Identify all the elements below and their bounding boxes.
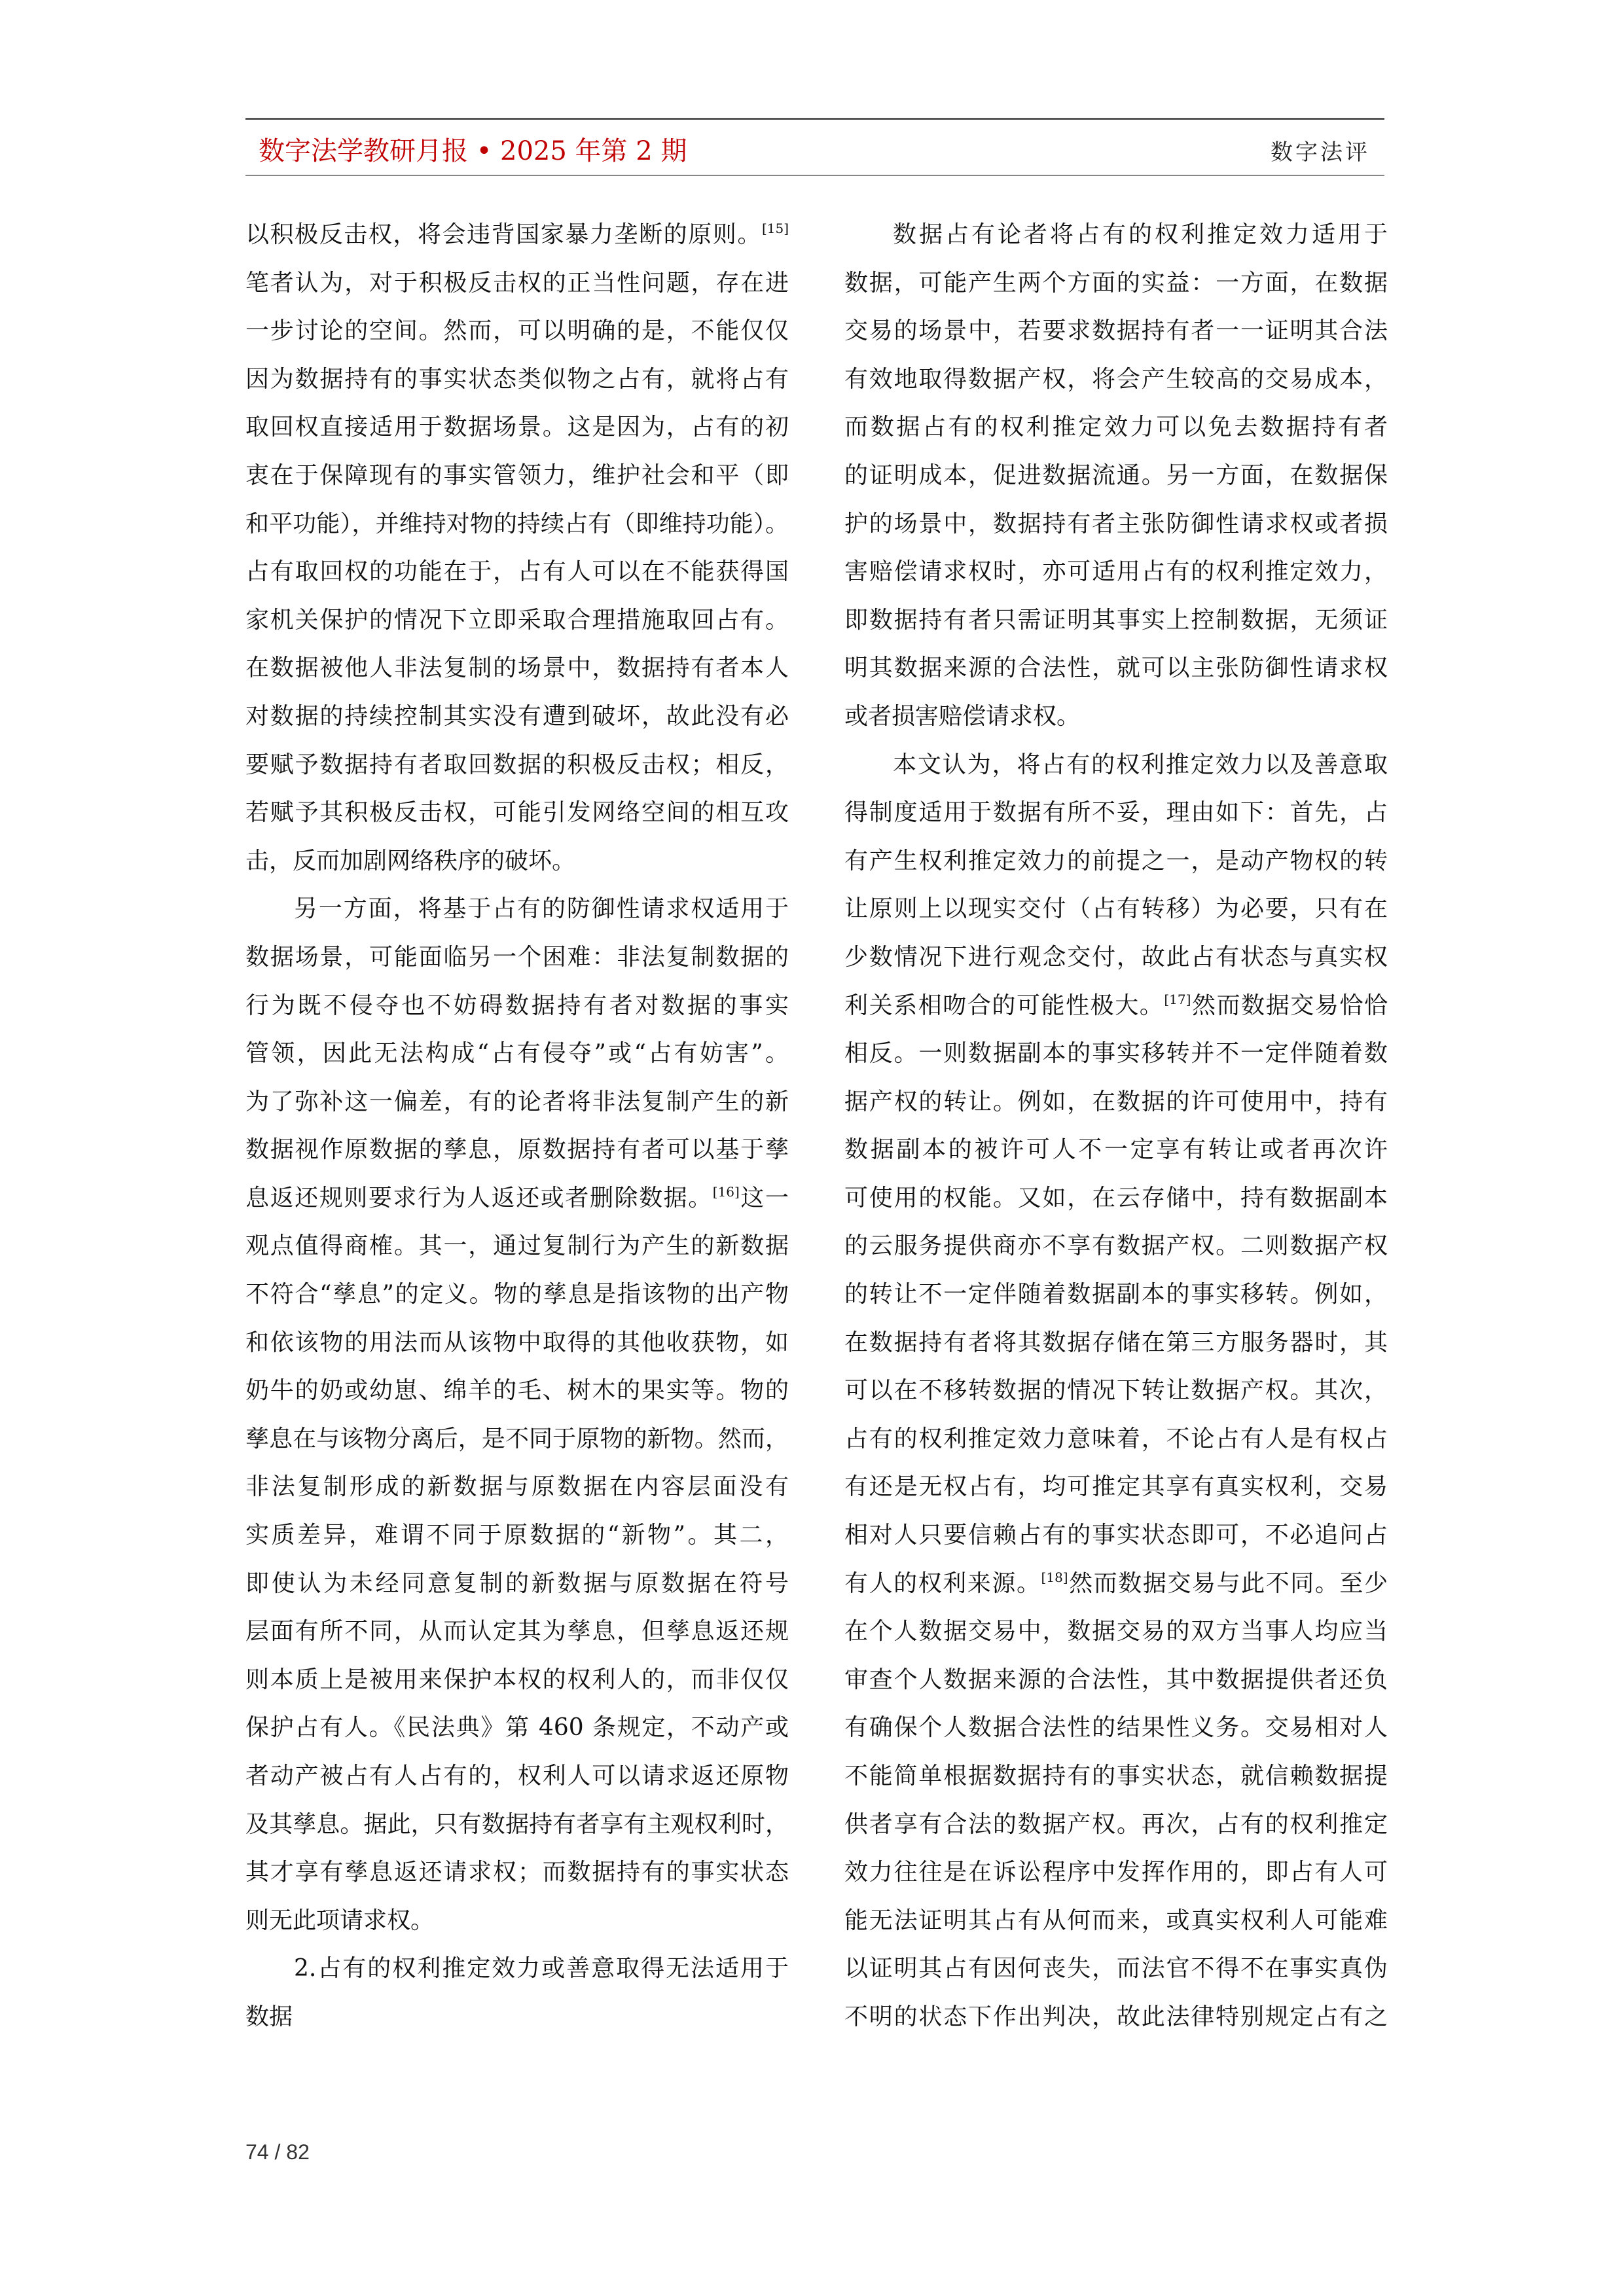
text-line xyxy=(844,548,1388,596)
text-line xyxy=(245,307,789,355)
line-text: 能无法证明其占有从何而来，或真实权利人可能难 xyxy=(844,1907,1388,1934)
line-text: 占有取回权的功能在于，占有人可以在不能获得国 xyxy=(245,558,789,586)
left-column xyxy=(245,211,789,2041)
text-line xyxy=(245,1174,789,1223)
text-line xyxy=(844,307,1388,355)
text-line xyxy=(245,1463,789,1511)
line-text: 一步讨论的空间。然而，可以明确的是，不能仅仅 xyxy=(245,317,789,345)
line-text: 则无此项请求权。 xyxy=(245,1907,435,1934)
line-text: 数据视作原数据的孳息，原数据持有者可以基于孳 xyxy=(245,1136,789,1164)
text-line xyxy=(844,741,1388,789)
line-text: 有人的权利来源。 xyxy=(844,1570,1041,1597)
text-line xyxy=(844,1319,1388,1367)
right-column xyxy=(844,211,1388,2041)
line-text: 数据场景，可能面临另一个困难：非法复制数据的 xyxy=(245,943,789,971)
text-line xyxy=(245,1848,789,1897)
line-text: 让原则上以现实交付（占有转移）为必要，只有在 xyxy=(844,895,1388,923)
line-text: 若赋予其积极反击权，可能引发网络空间的相互攻 xyxy=(245,799,789,827)
text-line xyxy=(245,1945,789,1993)
text-line xyxy=(245,1319,789,1367)
text-line xyxy=(844,1945,1388,1993)
text-line xyxy=(844,259,1388,308)
text-line xyxy=(844,1656,1388,1704)
line-text: 即使认为未经同意复制的新数据与原数据在符号 xyxy=(245,1570,789,1597)
line-text: 非法复制形成的新数据与原数据在内容层面没有 xyxy=(245,1473,789,1501)
text-line xyxy=(245,1993,789,2041)
line-text: 衷在于保障现有的事实管领力，维护社会和平（即 xyxy=(245,461,789,489)
journal-title: 数字法学教研月报 • 2025 年第 2 期 xyxy=(259,136,687,166)
line-text: 奶牛的奶或幼崽、绵羊的毛、树木的果实等。物的 xyxy=(245,1377,789,1405)
text-line xyxy=(245,1607,789,1656)
line-text: 其才享有孳息返还请求权；而数据持有的事实状态 xyxy=(245,1859,789,1886)
text-line xyxy=(245,500,789,548)
line-text: 以证明其占有因何丧失，而法官不得不在事实真伪 xyxy=(844,1955,1388,1982)
line-text: 少数情况下进行观念交付，故此占有状态与真实权 xyxy=(844,943,1388,971)
line-text: 以积极反击权，将会违背国家暴力垄断的原则。 xyxy=(245,221,762,248)
line-text: 可以在不移转数据的情况下转让数据产权。其次， xyxy=(844,1377,1388,1405)
line-text: 即数据持有者只需证明其事实上控制数据，无须证 xyxy=(844,606,1388,634)
text-line xyxy=(844,1222,1388,1270)
line-text: 有产生权利推定效力的前提之一，是动产物权的转 xyxy=(844,847,1388,874)
line-text: 和平功能），并维持对物的持续占有（即维持功能）。 xyxy=(245,510,789,537)
text-line xyxy=(245,452,789,500)
text-line xyxy=(245,1078,789,1126)
line-text: 在数据持有者将其数据存储在第三方服务器时，其 xyxy=(844,1329,1388,1356)
line-text: 数据副本的被许可人不一定享有转让或者再次许 xyxy=(844,1136,1388,1164)
text-line xyxy=(844,403,1388,452)
text-line xyxy=(844,1607,1388,1656)
text-line xyxy=(245,885,789,933)
text-line xyxy=(245,1030,789,1078)
line-text: 占有的权利推定效力意味着，不论占有人是有权占 xyxy=(844,1425,1388,1452)
line-text: 层面有所不同，从而认定其为孳息，但孳息返还规 xyxy=(245,1618,789,1645)
line-text: 害赔偿请求权时，亦可适用占有的权利推定效力， xyxy=(844,558,1388,586)
text-line xyxy=(844,1415,1388,1463)
line-text: 或者损害赔偿请求权。 xyxy=(844,702,1081,730)
line-text: 有确保个人数据合法性的结果性义务。交易相对人 xyxy=(844,1714,1388,1742)
line-text: 要赋予数据持有者取回数据的积极反击权；相反， xyxy=(245,751,789,778)
text-line xyxy=(844,933,1388,982)
line-text: 家机关保护的情况下立即采取合理措施取回占有。 xyxy=(245,606,789,634)
text-line xyxy=(245,1222,789,1270)
text-line xyxy=(245,692,789,741)
text-line xyxy=(844,1367,1388,1415)
line-text: 效力往往是在诉讼程序中发挥作用的，即占有人可 xyxy=(844,1859,1388,1886)
line-text: 不能简单根据数据持有的事实状态，就信赖数据提 xyxy=(844,1763,1388,1789)
line-text: 的转让不一定伴随着数据副本的事实移转。例如， xyxy=(844,1281,1388,1308)
text-line xyxy=(245,259,789,308)
line-text: 得制度适用于数据有所不妥，理由如下：首先，占 xyxy=(844,799,1388,827)
text-line xyxy=(245,355,789,404)
line-text: 的云服务提供商亦不享有数据产权。二则数据产权 xyxy=(844,1232,1388,1260)
line-text: 实质差异，难谓不同于原数据的“新物”。其二， xyxy=(245,1522,789,1549)
text-line xyxy=(844,1848,1388,1897)
line-text: 保护占有人。《民法典》第 460 条规定，不动产或 xyxy=(245,1714,789,1742)
line-text: 本文认为，将占有的权利推定效力以及善意取 xyxy=(893,751,1388,778)
line-text: 可使用的权能。又如，在云存储中，持有数据副本 xyxy=(844,1184,1388,1211)
line-text: 者动产被占有人占有的，权利人可以请求返还原物 xyxy=(245,1763,789,1789)
line-text: 和依该物的用法而从该物中取得的其他收获物，如 xyxy=(245,1329,789,1356)
line-text: 对数据的持续控制其实没有遭到破坏，故此没有必 xyxy=(245,702,789,730)
line-text: 及其孳息。据此，只有数据持有者享有主观权利时， xyxy=(245,1810,789,1838)
line-text: 据产权的转让。例如，在数据的许可使用中，持有 xyxy=(844,1088,1388,1115)
page-number: 74 / 82 xyxy=(245,2140,310,2164)
citation-reference: [17] xyxy=(1164,991,1191,1007)
text-line xyxy=(245,596,789,645)
line-text-continued: 这一 xyxy=(739,1184,789,1211)
text-line xyxy=(245,1270,789,1319)
line-text: 的证明成本，促进数据流通。另一方面，在数据保 xyxy=(844,461,1388,489)
line-text: 相对人只要信赖占有的事实状态即可，不必追问占 xyxy=(844,1522,1388,1549)
line-text: 有效地取得数据产权，将会产生较高的交易成本， xyxy=(844,365,1388,393)
line-text: 供者享有合法的数据产权。再次，占有的权利推定 xyxy=(844,1810,1388,1838)
citation-reference: [18] xyxy=(1041,1569,1068,1585)
text-line xyxy=(245,1897,789,1945)
line-text: 有还是无权占有，均可推定其享有真实权利，交易 xyxy=(844,1473,1388,1501)
text-line xyxy=(844,1463,1388,1511)
line-text: 不明的状态下作出判决，故此法律特别规定占有之 xyxy=(844,2003,1388,2030)
line-text: 为了弥补这一偏差，有的论者将非法复制产生的新 xyxy=(245,1088,789,1115)
text-line xyxy=(844,1897,1388,1945)
line-text: 孳息在与该物分离后，是不同于原物的新物。然而， xyxy=(245,1425,789,1452)
line-text: 明其数据来源的合法性，就可以主张防御性请求权 xyxy=(844,655,1388,682)
text-line xyxy=(844,1078,1388,1126)
text-line xyxy=(245,1126,789,1174)
text-line xyxy=(245,1656,789,1704)
text-line xyxy=(245,1560,789,1608)
line-text: 利关系相吻合的可能性极大。 xyxy=(844,992,1164,1019)
line-text: 则本质上是被用来保护本权的权利人的，而非仅仅 xyxy=(245,1666,789,1693)
text-line xyxy=(844,644,1388,692)
text-line xyxy=(245,741,789,789)
text-line xyxy=(844,692,1388,741)
text-line xyxy=(844,982,1388,1030)
line-text-continued: 然而数据交易与此不同。至少 xyxy=(1068,1570,1388,1597)
text-line xyxy=(245,644,789,692)
line-text: 击，反而加剧网络秩序的破坏。 xyxy=(245,847,576,874)
text-line xyxy=(844,837,1388,886)
text-line xyxy=(245,1752,789,1801)
text-line xyxy=(844,211,1388,259)
text-line xyxy=(844,1801,1388,1849)
line-text: 息返还规则要求行为人返还或者删除数据。 xyxy=(245,1184,713,1211)
citation-reference: [16] xyxy=(712,1183,740,1200)
running-header xyxy=(245,118,1384,176)
text-line xyxy=(844,885,1388,933)
line-text: 审查个人数据来源的合法性，其中数据提供者还负 xyxy=(844,1666,1388,1693)
text-line xyxy=(245,1704,789,1752)
line-text: 行为既不侵夺也不妨碍数据持有者对数据的事实 xyxy=(245,992,789,1019)
line-text: 而数据占有的权利推定效力可以免去数据持有者 xyxy=(844,414,1388,441)
text-line xyxy=(245,837,789,886)
line-text: 另一方面，将基于占有的防御性请求权适用于 xyxy=(294,895,789,923)
text-line xyxy=(245,933,789,982)
text-line xyxy=(844,789,1388,837)
text-line xyxy=(844,1752,1388,1801)
line-text: 数据占有论者将占有的权利推定效力适用于 xyxy=(893,221,1388,248)
text-line xyxy=(245,403,789,452)
line-text: 交易的场景中，若要求数据持有者一一证明其合法 xyxy=(844,317,1388,345)
text-line xyxy=(245,789,789,837)
line-text: 观点值得商榷。其一，通过复制行为产生的新数据 xyxy=(245,1232,789,1260)
text-line xyxy=(844,500,1388,548)
text-line xyxy=(245,1801,789,1849)
line-text: 取回权直接适用于数据场景。这是因为，占有的初 xyxy=(245,414,789,441)
text-line xyxy=(844,596,1388,645)
text-line xyxy=(844,1704,1388,1752)
line-text: 相反。一则数据副本的事实移转并不一定伴随着数 xyxy=(844,1040,1388,1067)
text-line xyxy=(844,1993,1388,2041)
line-text: 不符合“孳息”的定义。物的孳息是指该物的出产物 xyxy=(245,1281,789,1308)
text-line xyxy=(844,1030,1388,1078)
text-line xyxy=(245,982,789,1030)
text-line xyxy=(245,211,789,259)
line-text: 笔者认为，对于积极反击权的正当性问题，存在进 xyxy=(245,269,789,296)
text-line xyxy=(245,1415,789,1463)
line-text: 2.占有的权利推定效力或善意取得无法适用于 xyxy=(294,1955,789,1982)
line-text: 管领，因此无法构成“占有侵夺”或“占有妨害”。 xyxy=(245,1040,789,1067)
text-line xyxy=(844,1511,1388,1560)
line-text-continued: 然而数据交易恰恰 xyxy=(1191,992,1388,1019)
line-text: 数据 xyxy=(245,2003,293,2030)
citation-reference: [15] xyxy=(761,221,789,236)
line-text: 在个人数据交易中，数据交易的双方当事人均应当 xyxy=(844,1618,1388,1645)
text-line xyxy=(844,355,1388,404)
text-line xyxy=(245,548,789,596)
text-line xyxy=(844,1560,1388,1608)
line-text: 护的场景中，数据持有者主张防御性请求权或者损 xyxy=(844,510,1388,537)
text-line xyxy=(844,1270,1388,1319)
line-text: 因为数据持有的事实状态类似物之占有，就将占有 xyxy=(245,365,789,393)
line-text: 数据，可能产生两个方面的实益：一方面，在数据 xyxy=(844,269,1388,296)
journal-brand: 数字法评 xyxy=(1271,139,1370,166)
line-text: 在数据被他人非法复制的场景中，数据持有者本人 xyxy=(245,655,789,682)
text-line xyxy=(245,1511,789,1560)
text-line xyxy=(844,1174,1388,1223)
text-line xyxy=(844,1126,1388,1174)
text-line xyxy=(844,452,1388,500)
text-line xyxy=(245,1367,789,1415)
